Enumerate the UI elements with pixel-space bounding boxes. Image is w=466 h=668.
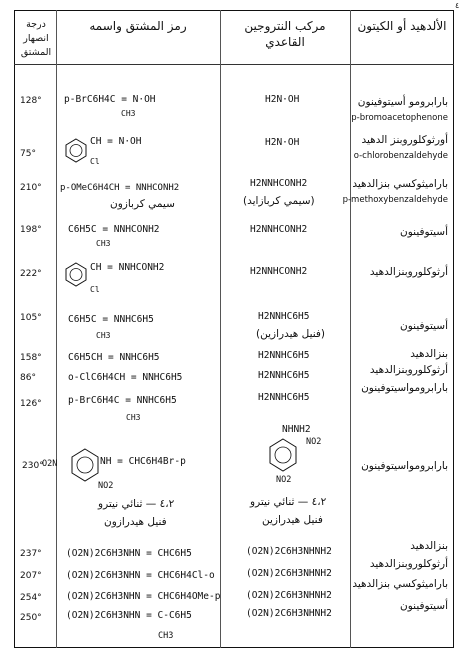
derivative-formula: p-BrC6H4C = NNHC6H5	[68, 395, 177, 406]
compound-name-ar: باراميثوكسي بنزالدهيد	[352, 578, 448, 590]
header-derivative: رمز المشتق واسمه	[89, 19, 187, 33]
melting-point: 230°	[22, 461, 44, 471]
derivative-substituent: Cl	[90, 285, 100, 294]
derivative-substituent: CH3	[126, 413, 141, 422]
derivative-formula: (O2N)2C6H3NHN = CHC6H4Cl-o	[66, 570, 215, 581]
compound-name-ar: أرثوكلوروبنزالدهيد	[369, 558, 448, 570]
derivative-substituent: CH3	[121, 109, 136, 118]
compound-name-ar: أرثوكلوروبنزالدهيد	[369, 364, 448, 376]
reagent-formula: H2NNHC6H5	[258, 311, 310, 322]
compound-name-en: o-chlorobenzaldehyde	[353, 151, 448, 161]
melting-point: 198°	[20, 225, 42, 235]
header-nitrogen-base: مركب النتروجين القاعدي	[244, 19, 326, 49]
benzene-ring-icon	[268, 438, 298, 472]
melting-point: 126°	[20, 399, 42, 409]
melting-point: 250°	[20, 613, 42, 623]
derivative-name-ar: سيمي كربازون	[110, 198, 175, 210]
reagent-formula: H2NNHCONH2	[250, 224, 308, 235]
header-aldehyde-ketone: الألدهيد أو الكيتون	[357, 19, 447, 33]
compound-name-en: p-methoxybenzaldehyde	[342, 195, 448, 205]
column-divider	[56, 10, 57, 648]
reagent-formula: H2NNHC6H5	[258, 370, 310, 381]
reagent-formula: H2N·OH	[265, 137, 300, 148]
derivative-formula: p-BrC6H4C = N·OH	[64, 94, 156, 105]
reagent-formula: (O2N)2C6H3NHNH2	[246, 590, 332, 601]
derivative-formula: (O2N)2C6H3NHN = C-C6H5	[66, 610, 192, 621]
derivative-formula: CH = N·OH	[90, 136, 142, 147]
melting-point: 158°	[20, 353, 42, 363]
melting-point: 207°	[20, 571, 42, 581]
benzene-ring-icon	[70, 448, 100, 482]
benzene-ring-icon	[64, 138, 88, 162]
reagent-substituent: NO2	[306, 437, 322, 447]
compound-name-ar: بنزالدهيد	[410, 348, 448, 360]
derivative-name-ar: فنيل هيدرازون	[104, 516, 167, 528]
reagent-name-ar: ٤،٢ — ثنائي نيترو	[250, 496, 327, 508]
compound-name-ar: أسيتوفينون	[400, 226, 448, 238]
derivative-substituent: CH3	[158, 631, 174, 641]
reagent-substituent: NO2	[276, 475, 292, 485]
derivative-formula: CH = NNHCONH2	[90, 262, 165, 273]
reagent-formula: (O2N)2C6H3NHNH2	[246, 568, 332, 579]
melting-point: 254°	[20, 593, 42, 603]
melting-point: 128°	[20, 96, 42, 106]
melting-point: 75°	[20, 149, 36, 159]
melting-point: 210°	[20, 183, 42, 193]
derivative-prefix: O2N	[42, 459, 58, 469]
reagent-name-ar: (سيمي كربازايد)	[243, 195, 315, 207]
reagent-formula: H2NNHCONH2	[250, 178, 308, 189]
derivative-formula: C6H5C = NNHCONH2	[68, 224, 160, 235]
compound-name-ar: بارابرومواسيتوفينون	[361, 460, 448, 472]
derivative-formula: (O2N)2C6H3NHN = CHC6H4OMe-p	[66, 591, 221, 602]
compound-name-ar: باراميثوكسي بنزالدهيد	[352, 178, 448, 190]
melting-point: 105°	[20, 313, 42, 323]
benzene-ring-icon	[64, 262, 88, 286]
reagent-name-ar: فنيل هيدرازين	[262, 514, 323, 526]
compound-name-en: p-bromoacetophenone	[351, 113, 448, 123]
reagent-formula: NHNH2	[282, 424, 311, 435]
derivative-formula: C6H5C = NNHC6H5	[68, 314, 154, 325]
derivative-substituent: Cl	[90, 157, 100, 166]
compound-name-ar: بنزالدهيد	[410, 540, 448, 552]
derivative-name-ar: ٤،٢ — ثنائي نيترو	[98, 498, 175, 510]
reagent-formula: (O2N)2C6H3NHNH2	[246, 608, 332, 619]
column-divider	[350, 10, 351, 648]
reagent-formula: H2N·OH	[265, 94, 300, 105]
derivative-substituent: CH3	[96, 239, 111, 248]
reagent-formula: H2NNHC6H5	[258, 350, 310, 361]
compound-name-ar: أورثوكلوروبنز الدهيد	[361, 134, 448, 146]
melting-point: 222°	[20, 269, 42, 279]
reagent-name-ar: (فنيل هيدرازين)	[256, 328, 326, 340]
derivative-formula: NH = CHC6H4Br-p	[100, 456, 186, 467]
compound-name-ar: بارابرومو أسيتوفينون	[357, 96, 448, 108]
derivative-formula: p-OMeC6H4CH = NNHCONH2	[60, 183, 180, 193]
reagent-formula: H2NNHC6H5	[258, 392, 310, 403]
derivative-formula: o-ClC6H4CH = NNHC6H5	[68, 372, 183, 383]
compound-name-ar: أسيتوفينون	[400, 600, 448, 612]
page-mark: ٤	[455, 1, 460, 10]
compound-name-ar: أسيتوفينون	[400, 320, 448, 332]
melting-point: 86°	[20, 373, 36, 383]
derivative-formula: (O2N)2C6H3NHN = CHC6H5	[66, 548, 192, 559]
header-divider	[14, 64, 454, 65]
reagent-formula: (O2N)2C6H3NHNH2	[246, 546, 332, 557]
derivative-formula: C6H5CH = NNHC6H5	[68, 352, 160, 363]
derivative-substituent: NO2	[98, 481, 114, 491]
header-melting-point: درجة انصهار المشتق	[20, 19, 52, 58]
melting-point: 237°	[20, 549, 42, 559]
derivative-substituent: CH3	[96, 331, 111, 340]
column-divider	[220, 10, 221, 648]
compound-name-ar: بارابرومواسيتوفينون	[361, 382, 448, 394]
reagent-formula: H2NNHCONH2	[250, 266, 308, 277]
compound-name-ar: أرثوكلوروبنزالدهيد	[369, 266, 448, 278]
